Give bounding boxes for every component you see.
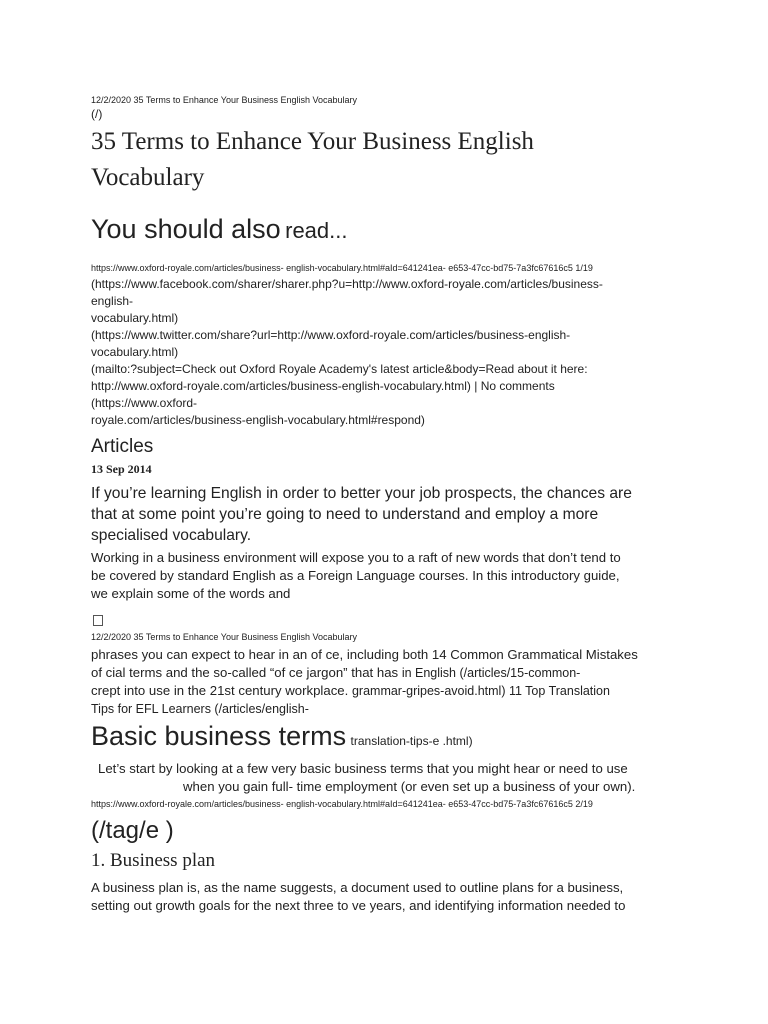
article-title: 35 Terms to Enhance Your Business English Vocabulary	[91, 128, 534, 191]
grammar-mistakes-link[interactable]: 14 Common Grammatical Mistakes	[431, 647, 638, 662]
article-date: 13 Sep 2014	[91, 462, 152, 476]
business-plan-heading: 1. Business plan	[91, 850, 216, 871]
translation-tips-link-end[interactable]: translation-tips-e .html)	[350, 734, 473, 748]
facebook-share-link-end[interactable]: vocabulary.html)	[91, 311, 179, 325]
page2-line-2	[91, 664, 638, 682]
page2-text: phrases you can expect to hear in an of ce, including both	[91, 647, 429, 662]
facebook-share-link-cont[interactable]: english-	[91, 294, 134, 308]
also-read-link[interactable]: read...	[285, 218, 348, 243]
email-share-link-end[interactable]: http://www.oxford-royale.com/articles/business-english-vocabulary.html) | No comments	[91, 379, 555, 393]
twitter-share-link-end[interactable]: vocabulary.html)	[91, 345, 179, 359]
body-line: be covered by standard English as a Foreign Language courses. In this introductory guide,	[91, 568, 620, 583]
facebook-share-link[interactable]: (https://www.facebook.com/sharer/sharer.php?u=http://www.oxford-royale.com/articles/business-	[91, 277, 603, 291]
page2-line-1	[91, 646, 638, 664]
page-header: 12/2/2020 35 Terms to Enhance Your Business English Vocabulary	[91, 95, 358, 105]
home-link[interactable]: (/)	[91, 107, 103, 121]
grammar-mistakes-link-cont[interactable]: in English (/articles/15-common-	[401, 666, 581, 680]
tag-link[interactable]: (/tag/e )	[91, 817, 174, 844]
page2-footer-url: https://www.oxford-royale.com/articles/business- english-vocabulary.html#aId=641241ea- e653-47cc-bd75-7a3fc67616c5 2/19	[91, 799, 593, 809]
share-links	[91, 276, 603, 429]
basic-terms-heading: Basic business terms	[91, 721, 347, 751]
comments-link[interactable]: (https://www.oxford-	[91, 396, 198, 410]
translation-tips-link[interactable]: grammar-gripes-avoid.html) 11 Top Translation	[351, 684, 610, 698]
comments-link-end[interactable]: royale.com/articles/business-english-vocabulary.html#respond)	[91, 413, 425, 427]
translation-tips-link-cont[interactable]: Tips for EFL Learners (/articles/english-	[91, 702, 309, 716]
page2-text: of cial terms and the so-called “of ce jargon” that has	[91, 665, 399, 680]
also-read-heading	[91, 214, 348, 245]
body-line: Working in a business environment will expose you to a raft of new words that don’t tend to	[91, 550, 621, 565]
intro-line: specialised vocabulary.	[91, 527, 252, 544]
also-read-text: You should also	[91, 214, 281, 244]
page2-text: crept into use in the 21st century workplace.	[91, 683, 349, 698]
articles-heading: Articles	[91, 436, 154, 457]
email-share-link[interactable]: (mailto:?subject=Check out Oxford Royale Academy's latest article&body=Read about it here:	[91, 362, 588, 376]
body-paragraph	[91, 549, 621, 603]
page2-line-3	[91, 682, 638, 700]
lets-start-line-1: Let’s start by looking at a few very basic business terms that you might hear or need to use	[98, 761, 628, 776]
page2-line-4	[91, 700, 638, 718]
missing-glyph-icon	[93, 613, 103, 631]
intro-paragraph	[91, 483, 632, 546]
page-footer-url: https://www.oxford-royale.com/articles/business- english-vocabulary.html#aId=641241ea- e653-47cc-bd75-7a3fc67616c5 1/19	[91, 263, 593, 273]
page2-header: 12/2/2020 35 Terms to Enhance Your Business English Vocabulary	[91, 632, 358, 642]
plan-line: setting out growth goals for the next three to ve years, and identifying information needed to	[91, 898, 626, 913]
body-line: we explain some of the words and	[91, 586, 291, 601]
intro-line: If you’re learning English in order to better your job prospects, the chances are	[91, 485, 632, 502]
twitter-share-link[interactable]: (https://www.twitter.com/share?url=http://www.oxford-royale.com/articles/business-english-	[91, 328, 571, 342]
page2-paragraph	[91, 646, 638, 718]
basic-terms-heading-row	[91, 721, 473, 752]
plan-line: A business plan is, as the name suggests, a document used to outline plans for a business,	[91, 880, 624, 895]
lets-start-line-2: when you gain full- time employment (or even set up a business of your own).	[183, 779, 636, 794]
business-plan-paragraph	[91, 879, 625, 915]
intro-line: that at some point you’re going to need to understand and employ a more	[91, 506, 599, 523]
